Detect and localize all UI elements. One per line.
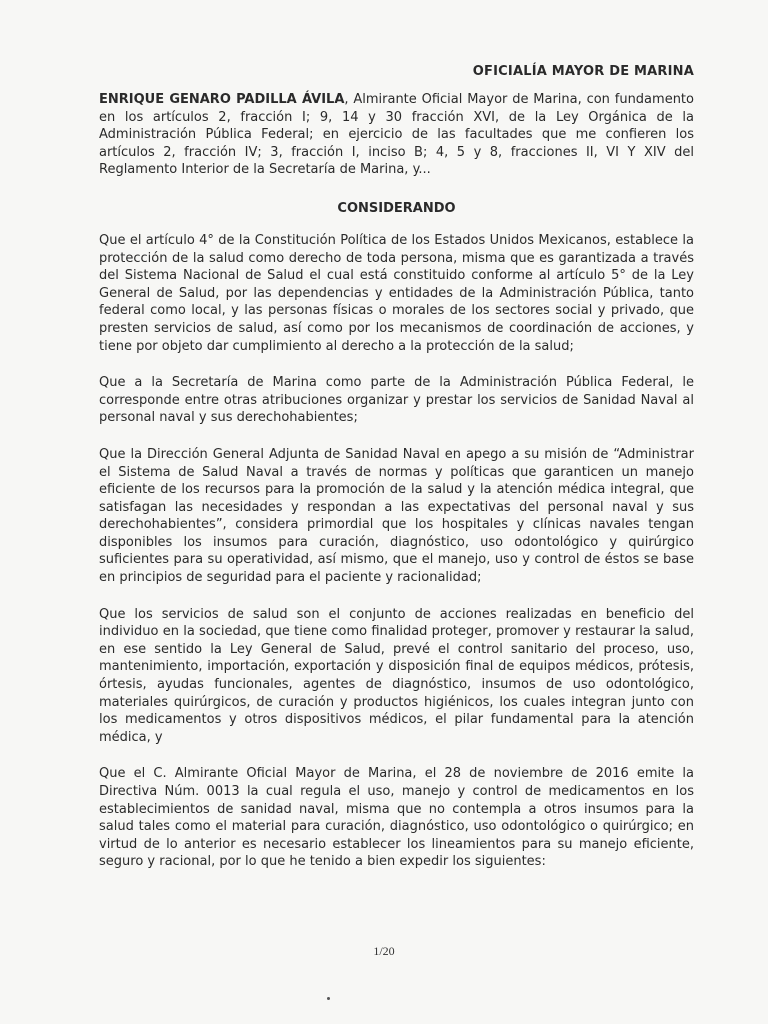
considerando-paragraph-4: Que los servicios de salud son el conjunto de acciones realizadas en beneficio del individuo en la sociedad, que tiene como finalidad proteger, promover y restaurar la salud, en ese sentido la Ley General de Salud, prevé el control sanitario del proceso, uso, mantenimiento, importación, exportación y disposición final de equipos médicos, prótesis, órtesis, ayudas funcionales, agentes de diagnóstico, insumos de uso odontológico, materiales quirúrgicos, de curación y productos higiénicos, los cuales integran junto con los medicamentos y otros dispositivos médicos, el pilar fundamental para la atención médica, y — [99, 606, 694, 745]
scan-speck — [327, 997, 330, 1000]
considerando-paragraph-3: Que la Dirección General Adjunta de Sanidad Naval en apego a su misión de “Administrar el Sistema de Salud Naval a través de normas y políticas que garanticen un manejo eficiente de los recursos para la promoción de la salud y la atención médica integral, que satisfagan las necesidades y respondan a las expectativas del personal naval y sus derechohabientes”, considera primordial que los hospitales y clínicas navales tengan disponibles los insumos para curación, diagnóstico, uso odontológico y quirúrgico suficientes para su operatividad, así mismo, que el manejo, uso y control de éstos se base en principios de seguridad para el paciente y racionalidad; — [99, 446, 694, 586]
signatory-name: ENRIQUE GENARO PADILLA ÁVILA — [99, 92, 345, 107]
intro-paragraph — [99, 91, 694, 179]
considerando-paragraph-1: Que el artículo 4° de la Constitución Política de los Estados Unidos Mexicanos, establece la protección de la salud como derecho de toda persona, misma que es garantizada a través del Sistema Nacional de Salud el cual está constituido conforme al artículo 5° de la Ley General de Salud, por las dependencias y entidades de la Administración Pública, tanto federal como local, y las personas físicas o morales de los sectores social y privado, que presten servicios de salud, así como por los mecanismos de coordinación de acciones, y tiene por objeto dar cumplimiento al derecho a la protección de la salud; — [99, 232, 694, 354]
considerando-paragraph-5: Que el C. Almirante Oficial Mayor de Marina, el 28 de noviembre de 2016 emite la Directiva Núm. 0013 la cual regula el uso, manejo y control de medicamentos en los establecimientos de sanidad naval, misma que no contempla a otros insumos para la salud tales como el material para curación, diagnóstico, uso odontológico o quirúrgico; en virtud de lo anterior es necesario establecer los lineamientos para su manejo eficiente, seguro y racional, por lo que he tenido a bien expedir los siguientes: — [99, 766, 694, 870]
considerando-paragraph-2: Que a la Secretaría de Marina como parte de la Administración Pública Federal, le corresponde entre otras atribuciones organizar y prestar los servicios de Sanidad Naval al personal naval y sus derechohabientes; — [99, 375, 694, 426]
intro-text: , Almirante Oficial Mayor de Marina, con fundamento en los artículos 2, fracción I; 9, 14 y 30 fracción XVI, de la Ley Orgánica de la Administración Pública Federal; en ejercicio de las facultades que me confieren los artículos 2, fracción IV; 3, fracción I, inciso B; 4, 5 y 8, fracciones II, VI Y XIV del Reglamento Interior de la Secretaría de Marina, y... — [99, 92, 694, 178]
section-title: CONSIDERANDO — [337, 200, 456, 216]
office-header: OFICIALÍA MAYOR DE MARINA — [472, 64, 694, 79]
page-number: 1/20 — [373, 944, 395, 958]
